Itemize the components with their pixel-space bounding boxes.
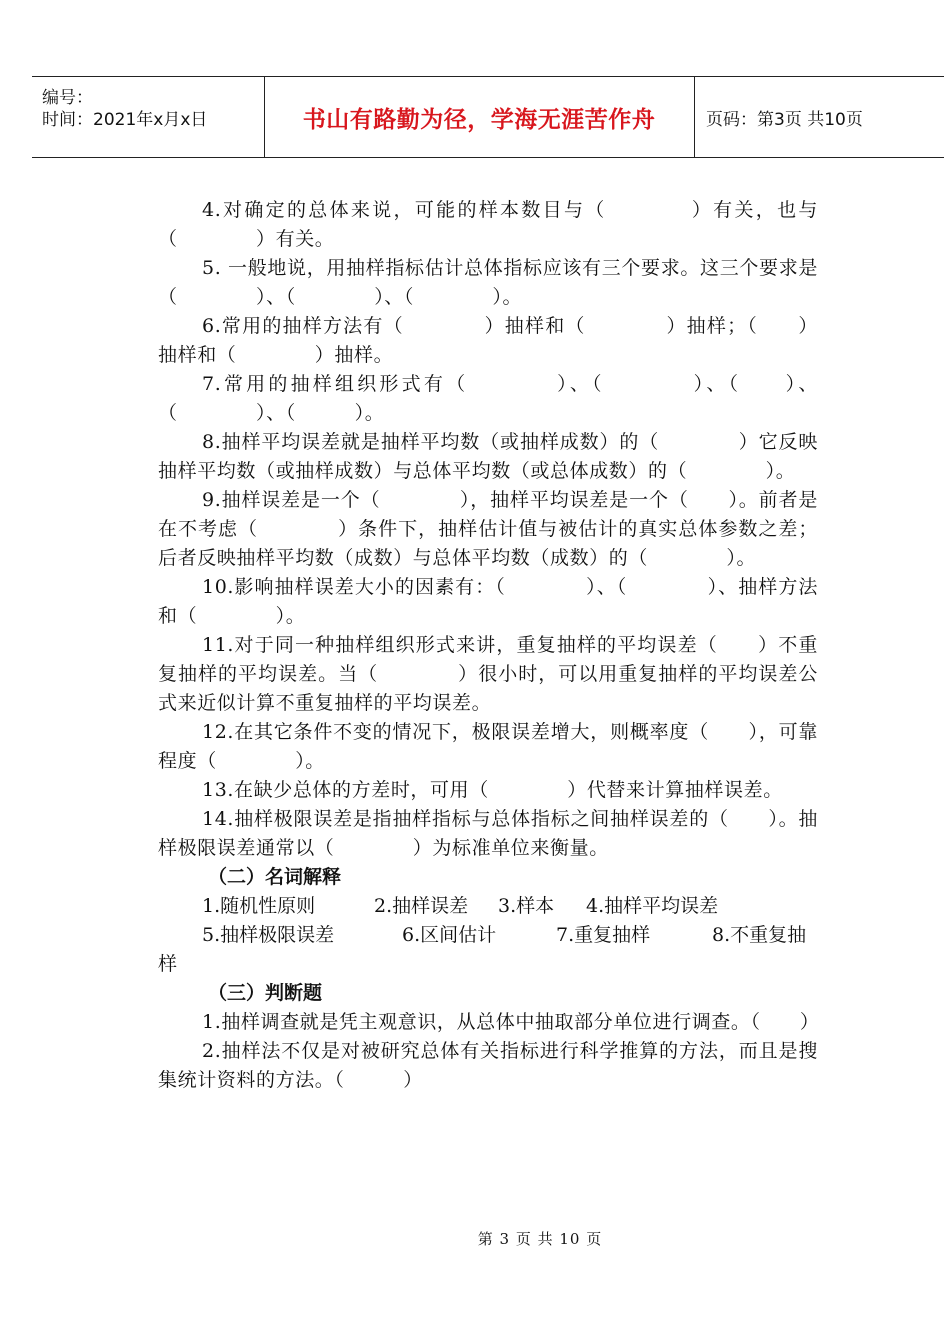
terms-row	[158, 921, 818, 950]
section-heading-judgement: （三）判断题	[208, 982, 323, 1004]
term-item: 2.抽样误差	[374, 895, 469, 917]
header-page-info: 页码：第3页 共10页	[706, 109, 863, 130]
term-item: 5.抽样极限误差	[202, 924, 335, 946]
term-item: 4.抽样平均误差	[586, 895, 719, 917]
question-11: 11.对于同一种抽样组织形式来讲，重复抽样的平均误差（ ）不重复抽样的平均误差。当（ ）很小时，可以用重复抽样的平均误差公式来近似计算不重复抽样的平均误差。	[158, 634, 818, 714]
page-header	[32, 76, 944, 158]
header-motto: 书山有路勤为径，学海无涯苦作舟	[264, 77, 695, 157]
question-4: 4.对确定的总体来说，可能的样本数目与（ ）有关，也与（ ）有关。	[158, 199, 818, 250]
question-9: 9.抽样误差是一个（ ），抽样平均误差是一个（ ）。前者是在不考虑（ ）条件下，抽样估计值与被估计的真实总体参数之差；后者反映抽样平均数（成数）与总体平均数（成数）的（ ）。	[158, 489, 818, 569]
question-7: 7.常用的抽样组织形式有（ ）、（ ）、（ ）、（ ）、（ ）。	[158, 373, 818, 424]
judgement-item-2: 2.抽样法不仅是对被研究总体有关指标进行科学推算的方法，而且是搜集统计资料的方法。（ ）	[158, 1040, 818, 1091]
term-item: 3.样本	[498, 895, 555, 917]
judgement-item-1: 1.抽样调查就是凭主观意识，从总体中抽取部分单位进行调查。（ ）	[202, 1011, 820, 1033]
header-meta-cell	[32, 77, 265, 157]
question-8: 8.抽样平均误差就是抽样平均数（或抽样成数）的（ ）它反映抽样平均数（或抽样成数）与总体平均数（或总体成数）的（ ）。	[158, 431, 818, 482]
document-body	[158, 196, 818, 1095]
section-heading-terms: （二）名词解释	[208, 866, 342, 888]
term-item-continuation: 样	[158, 953, 178, 975]
question-10: 10.影响抽样误差大小的因素有：（ ）、（ ）、抽样方法和（ ）。	[158, 576, 818, 627]
term-item: 8.不重复抽	[712, 924, 807, 946]
question-6: 6.常用的抽样方法有（ ）抽样和（ ）抽样；（ ）抽样和（ ）抽样。	[158, 315, 818, 366]
terms-row	[158, 892, 818, 921]
term-item: 7.重复抽样	[556, 924, 651, 946]
page-footer: 第 3 页 共 10 页	[477, 1230, 603, 1248]
term-item: 1.随机性原则	[202, 895, 316, 917]
terms-list	[158, 892, 818, 979]
question-13: 13.在缺少总体的方差时，可用（ ）代替来计算抽样误差。	[202, 779, 783, 801]
term-item: 6.区间估计	[402, 924, 497, 946]
document-time-label: 时间：2021年x月x日	[42, 110, 208, 130]
question-12: 12.在其它条件不变的情况下，极限误差增大，则概率度（ ），可靠程度（ ）。	[158, 721, 818, 772]
question-14: 14.抽样极限误差是指抽样指标与总体指标之间抽样误差的（ ）。抽样极限误差通常以（ ）为标准单位来衡量。	[158, 808, 818, 859]
document-number-label: 编号：	[42, 88, 93, 108]
question-5: 5. 一般地说，用抽样指标估计总体指标应该有三个要求。这三个要求是（ ）、（ ）、（ ）。	[158, 257, 818, 308]
